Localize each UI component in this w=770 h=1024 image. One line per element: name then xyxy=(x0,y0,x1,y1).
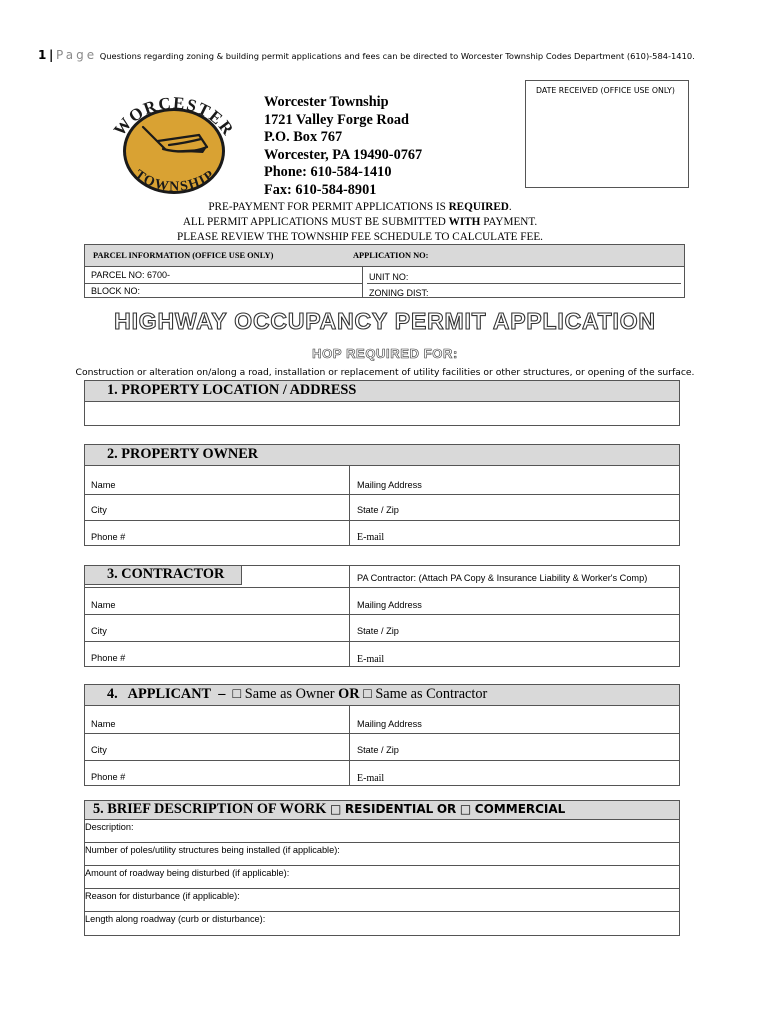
parcel-header-right: APPLICATION NO: xyxy=(353,251,429,260)
section-contractor xyxy=(84,565,680,667)
section3-row-divider xyxy=(85,614,679,615)
township-logo xyxy=(103,89,243,201)
section4-dash: – xyxy=(218,686,226,702)
notice-line1-end: . xyxy=(508,201,512,213)
address-phone: Phone: 610-584-1410 xyxy=(264,164,392,181)
contractor-email-field[interactable]: E-mail xyxy=(357,654,385,665)
logo-top-text: WORCESTER xyxy=(109,93,239,140)
poles-count-field[interactable]: Number of poles/utility structures being installed (if applicable): xyxy=(85,845,340,855)
hop-description: Construction or alteration on/along a road, installation or replacement of utility facilities or other structures, or opening of the surface. xyxy=(75,367,695,378)
address-po-box: P.O. Box 767 xyxy=(264,129,343,146)
township-address xyxy=(264,94,422,200)
logo-bottom-text: TOWNSHIP xyxy=(131,167,219,195)
owner-city-field[interactable]: City xyxy=(91,505,107,515)
page-word: Page xyxy=(56,48,98,62)
page-header xyxy=(38,48,738,62)
section4-number: 4. xyxy=(107,686,118,702)
roadway-disturbed-field[interactable]: Amount of roadway being disturbed (if applicable): xyxy=(85,868,290,878)
applicant-name-field[interactable]: Name xyxy=(91,719,116,729)
notice-required: REQUIRED xyxy=(448,201,509,213)
commercial-label: COMMERCIAL xyxy=(474,802,566,816)
section2-row-divider xyxy=(85,494,679,495)
owner-mailing-field[interactable]: Mailing Address xyxy=(357,480,422,490)
address-city: Worcester, PA 19490-0767 xyxy=(264,146,423,163)
section4-row-divider xyxy=(85,760,679,761)
header-note: Questions regarding zoning & building permit applications and fees can be directed to Worcester Township Codes Department (610)-584-1410. xyxy=(99,51,695,61)
section2-column-divider xyxy=(349,466,350,546)
description-field[interactable]: Description: xyxy=(85,822,134,832)
address-street: 1721 Valley Forge Road xyxy=(264,111,409,128)
section5-row-divider xyxy=(85,888,679,889)
section5-row-divider xyxy=(85,865,679,866)
applicant-city-field[interactable]: City xyxy=(91,745,107,755)
notice-line2: ALL PERMIT APPLICATIONS MUST BE SUBMITTED xyxy=(182,215,449,228)
section-property-location xyxy=(84,380,680,426)
unit-no-line xyxy=(367,283,681,284)
prepayment-notice xyxy=(100,200,620,244)
notice-with: WITH xyxy=(448,215,481,228)
address-fax: Fax: 610-584-8901 xyxy=(264,181,377,198)
owner-name-field[interactable]: Name xyxy=(91,480,116,490)
section3-column-divider xyxy=(349,566,350,667)
date-received-box[interactable] xyxy=(525,80,689,188)
notice-line1: PRE-PAYMENT FOR PERMIT APPLICATIONS IS xyxy=(208,201,449,213)
contractor-phone-field[interactable]: Phone # xyxy=(91,653,126,663)
contractor-name-field[interactable]: Name xyxy=(91,600,116,610)
hop-heading: HOP REQUIRED FOR: xyxy=(312,346,458,361)
contractor-city-field[interactable]: City xyxy=(91,626,107,636)
section5-row-divider xyxy=(85,911,679,912)
contractor-state-zip-field[interactable]: State / Zip xyxy=(357,626,399,636)
header-separator: | xyxy=(49,48,54,62)
residential-checkbox[interactable]: □ xyxy=(330,802,342,816)
disturbance-reason-field[interactable]: Reason for disturbance (if applicable): xyxy=(85,891,240,901)
section1-title: 1. PROPERTY LOCATION / ADDRESS xyxy=(107,382,357,398)
section4-column-divider xyxy=(349,706,350,786)
parcel-header-left: PARCEL INFORMATION (OFFICE USE ONLY) xyxy=(93,251,274,260)
page-number: 1 xyxy=(38,48,47,62)
section4-header xyxy=(85,685,679,706)
notice-line3: PLEASE REVIEW THE TOWNSHIP FEE SCHEDULE TO CALCULATE FEE. xyxy=(177,230,543,243)
property-address-input[interactable] xyxy=(85,402,679,426)
section5-row-divider xyxy=(85,842,679,843)
section-applicant xyxy=(84,684,680,786)
notice-line2-end: PAYMENT. xyxy=(480,215,538,228)
section4-label: APPLICANT xyxy=(127,686,212,702)
section5-title xyxy=(93,801,565,818)
section5-or: OR xyxy=(436,802,457,816)
section2-title: 2. PROPERTY OWNER xyxy=(107,446,259,462)
same-as-owner-checkbox[interactable]: □ xyxy=(232,686,242,702)
address-name: Worcester Township xyxy=(264,94,389,110)
section-property-owner xyxy=(84,444,680,546)
section3-header xyxy=(85,566,242,585)
section4-title xyxy=(107,686,487,703)
section3-row-divider xyxy=(85,587,679,588)
section-work-description xyxy=(84,800,680,936)
applicant-mailing-field[interactable]: Mailing Address xyxy=(357,719,422,729)
owner-email-field[interactable]: E-mail xyxy=(357,532,385,543)
section2-header xyxy=(85,445,679,466)
zoning-district-field[interactable]: ZONING DIST: xyxy=(369,288,429,298)
applicant-state-zip-field[interactable]: State / Zip xyxy=(357,745,399,755)
section5-header xyxy=(85,801,679,820)
section3-row-divider xyxy=(85,641,679,642)
parcel-no-field[interactable]: PARCEL NO: 6700- xyxy=(91,270,171,280)
parcel-info-table xyxy=(84,244,685,298)
owner-state-zip-field[interactable]: State / Zip xyxy=(357,505,399,515)
roadway-length-field[interactable]: Length along roadway (curb or disturbance): xyxy=(85,914,266,924)
block-no-field[interactable]: BLOCK NO: xyxy=(91,286,141,296)
section5-label: 5. BRIEF DESCRIPTION OF WORK xyxy=(93,801,327,817)
pa-contractor-field[interactable]: PA Contractor: (Attach PA Copy & Insurance Liability & Worker's Comp) xyxy=(357,573,648,583)
section1-header xyxy=(85,381,679,402)
owner-phone-field[interactable]: Phone # xyxy=(91,532,126,542)
same-as-contractor-label: Same as Contractor xyxy=(375,686,488,702)
section4-or: OR xyxy=(338,686,360,702)
applicant-email-field[interactable]: E-mail xyxy=(357,773,385,784)
date-received-label: DATE RECEIVED (OFFICE USE ONLY) xyxy=(536,86,675,95)
section4-row-divider xyxy=(85,733,679,734)
section3-title: 3. CONTRACTOR xyxy=(107,566,225,582)
township-seal-icon xyxy=(103,89,243,201)
parcel-column-divider xyxy=(362,267,363,298)
commercial-checkbox[interactable]: □ xyxy=(459,802,472,816)
parcel-header xyxy=(85,245,684,267)
parcel-row-divider xyxy=(85,283,362,284)
page-title: HIGHWAY OCCUPANCY PERMIT APPLICATION xyxy=(114,308,656,334)
unit-no-field[interactable]: UNIT NO: xyxy=(369,272,409,282)
applicant-phone-field[interactable]: Phone # xyxy=(91,772,126,782)
residential-label: RESIDENTIAL xyxy=(344,802,434,816)
same-as-contractor-checkbox[interactable]: □ xyxy=(363,686,372,702)
same-as-owner-label: Same as Owner xyxy=(244,686,335,702)
contractor-mailing-field[interactable]: Mailing Address xyxy=(357,600,422,610)
section2-row-divider xyxy=(85,520,679,521)
